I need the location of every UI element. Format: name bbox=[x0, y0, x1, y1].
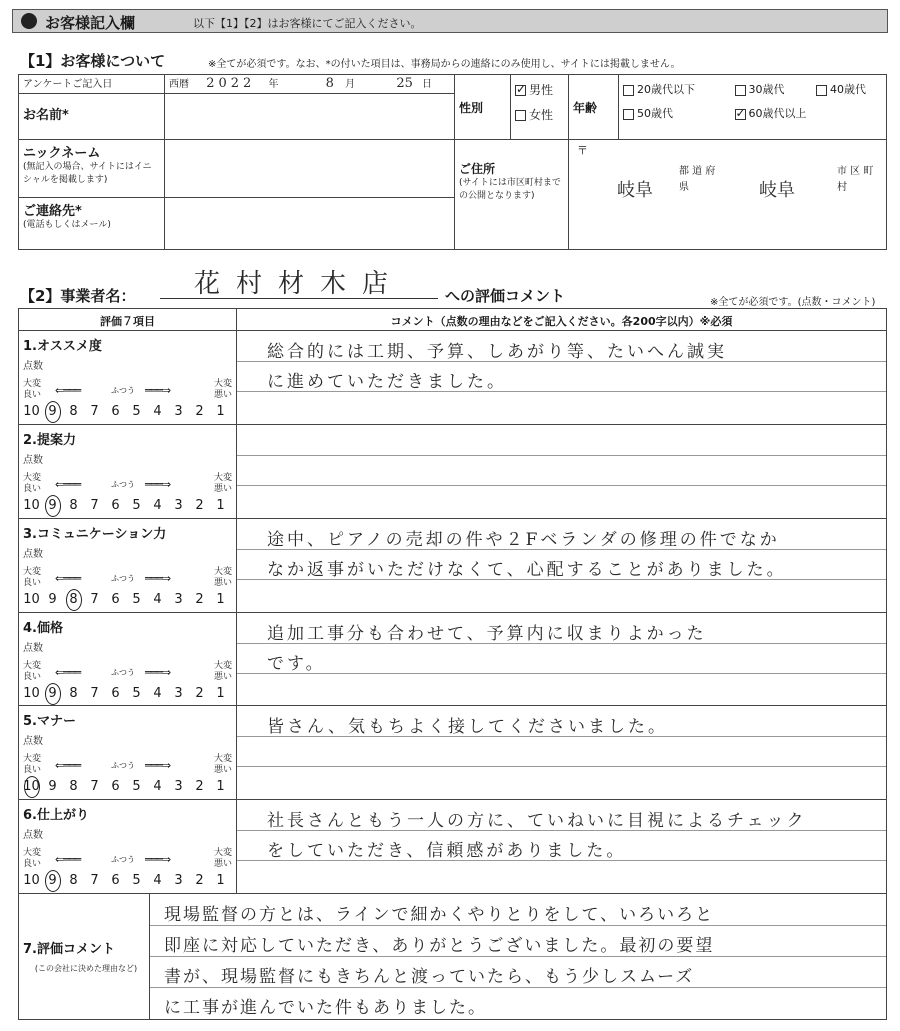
scale-mid-label: ふつう bbox=[111, 667, 135, 677]
gender-options bbox=[511, 75, 569, 140]
section2-suffix: への評価コメント bbox=[445, 287, 566, 305]
score-7[interactable]: 7 bbox=[90, 591, 99, 607]
score-9[interactable]: 9 bbox=[42, 873, 63, 888]
score-scale bbox=[21, 592, 231, 607]
score-8[interactable]: 8 bbox=[63, 592, 84, 607]
checkbox-icon[interactable] bbox=[816, 85, 827, 96]
score-9[interactable]: 9 bbox=[48, 591, 57, 607]
points-label: 点数 bbox=[23, 830, 43, 842]
item-name: 3.コミュニケーション力 bbox=[23, 526, 167, 542]
score-3[interactable]: 3 bbox=[174, 497, 183, 513]
arrow-right-icon: ═══⇒ bbox=[145, 665, 171, 679]
age-opt-40[interactable] bbox=[816, 83, 866, 96]
age-opt-60[interactable] bbox=[735, 107, 807, 120]
banner-subtitle: 以下【1】【2】はお客様にてご記入ください。 bbox=[193, 17, 422, 30]
score-5[interactable]: 5 bbox=[132, 873, 141, 889]
item-label-cell bbox=[19, 612, 237, 706]
score-10[interactable]: 10 bbox=[23, 685, 40, 701]
points-label: 点数 bbox=[23, 548, 43, 560]
scale-left-label: 大変 良い bbox=[23, 754, 42, 776]
score-2[interactable]: 2 bbox=[195, 779, 204, 795]
item-name: 4.価格 bbox=[23, 620, 63, 636]
col-header-items: 評価７項目 bbox=[19, 309, 237, 331]
score-10[interactable]: 10 bbox=[23, 404, 40, 420]
scale-right-label: 大変 悪い bbox=[213, 379, 232, 401]
score-10[interactable]: 10 bbox=[23, 873, 40, 889]
comment-line-2: なか返事がいただけなくて、心配することがありました。 bbox=[267, 559, 787, 580]
male-label: 男性 bbox=[529, 83, 554, 97]
month-unit: 月 bbox=[345, 79, 356, 90]
arrow-right-icon: ═══⇒ bbox=[145, 571, 171, 585]
score-9[interactable]: 9 bbox=[42, 686, 63, 701]
day-value: 25 bbox=[396, 76, 413, 91]
score-4[interactable]: 4 bbox=[153, 873, 162, 889]
score-4[interactable]: 4 bbox=[153, 497, 162, 513]
arrow-left-icon: ⇐═══ bbox=[55, 759, 81, 773]
points-label: 点数 bbox=[23, 361, 43, 373]
age-opt-label: 40歳代 bbox=[830, 83, 866, 96]
contact-note: (電話もしくはメール) bbox=[23, 220, 111, 230]
comment-line-2: をしていただき、信頼感がありました。 bbox=[267, 841, 627, 862]
section2-heading: 【2】事業者名： bbox=[20, 287, 136, 305]
score-8[interactable]: 8 bbox=[69, 497, 78, 513]
score-6[interactable]: 6 bbox=[111, 404, 120, 420]
score-scale bbox=[21, 779, 231, 794]
gender-label bbox=[455, 75, 511, 140]
comment-line-1: 皆さん、気もちよく接してくださいました。 bbox=[267, 717, 669, 738]
score-5[interactable]: 5 bbox=[132, 779, 141, 795]
age-opt-label: 50歳代 bbox=[637, 107, 673, 120]
score-2[interactable]: 2 bbox=[195, 873, 204, 889]
age-label-text: 年齢 bbox=[573, 100, 598, 115]
name-label-text: お名前* bbox=[23, 108, 69, 123]
age-opt-20[interactable] bbox=[623, 81, 731, 97]
score-7[interactable]: 7 bbox=[90, 497, 99, 513]
gender-male-option[interactable] bbox=[515, 81, 564, 98]
score-2[interactable]: 2 bbox=[195, 685, 204, 701]
score-5[interactable]: 5 bbox=[132, 591, 141, 607]
score-1[interactable]: 1 bbox=[216, 685, 225, 701]
arrow-left-icon: ⇐═══ bbox=[55, 665, 81, 679]
item-name: 2.提案力 bbox=[23, 432, 76, 448]
item-comment-field[interactable] bbox=[237, 706, 887, 800]
arrow-left-icon: ⇐═══ bbox=[55, 853, 81, 867]
score-1[interactable]: 1 bbox=[216, 497, 225, 513]
scale-left-label: 大変 良い bbox=[23, 660, 42, 682]
arrow-left-icon: ⇐═══ bbox=[55, 477, 81, 491]
score-5[interactable]: 5 bbox=[132, 685, 141, 701]
city-units: 市 区 町 村 bbox=[837, 166, 874, 193]
score-8[interactable]: 8 bbox=[69, 404, 78, 420]
scale-mid-label: ふつう bbox=[111, 855, 135, 865]
comment-line-1: 総合的には工期、予算、しあがり等、たいへん誠実 bbox=[267, 342, 727, 363]
scale-left-label: 大変 良い bbox=[23, 472, 42, 494]
checkbox-icon[interactable] bbox=[735, 85, 746, 96]
item7-label bbox=[19, 893, 150, 1019]
item7-line: に工事が進んでいた件もありました。 bbox=[164, 997, 487, 1018]
score-scale bbox=[21, 404, 231, 419]
address-label-text: ご住所 bbox=[459, 162, 496, 176]
score-1[interactable]: 1 bbox=[216, 404, 225, 420]
era-label: 西暦 bbox=[169, 79, 189, 90]
age-options bbox=[619, 75, 887, 140]
item-comment-field[interactable] bbox=[237, 612, 887, 706]
item-name: 5.マナー bbox=[23, 714, 76, 730]
score-7[interactable]: 7 bbox=[90, 779, 99, 795]
section1-heading: 【1】お客様について bbox=[20, 52, 166, 70]
item7-name: 7.評価コメント bbox=[23, 941, 115, 957]
day-unit: 日 bbox=[422, 79, 433, 90]
item-comment-field[interactable] bbox=[237, 518, 887, 612]
arrow-right-icon: ═══⇒ bbox=[145, 477, 171, 491]
score-6[interactable]: 6 bbox=[111, 779, 120, 795]
item7-line: 即座に対応していただき、ありがとうございました。最初の要望 bbox=[164, 935, 715, 956]
score-4[interactable]: 4 bbox=[153, 591, 162, 607]
score-7[interactable]: 7 bbox=[90, 404, 99, 420]
arrow-right-icon: ═══⇒ bbox=[145, 384, 171, 398]
item-comment-field[interactable] bbox=[237, 424, 887, 518]
nickname-note: (無記入の場合、サイトにはイニシャルを掲載します) bbox=[23, 162, 152, 185]
score-3[interactable]: 3 bbox=[174, 591, 183, 607]
customer-info-table bbox=[18, 74, 887, 250]
nickname-label bbox=[19, 140, 165, 198]
score-3[interactable]: 3 bbox=[174, 685, 183, 701]
gender-label-text: 性別 bbox=[459, 100, 484, 115]
score-1[interactable]: 1 bbox=[216, 873, 225, 889]
item-comment-field[interactable] bbox=[237, 800, 887, 894]
comment-line-1: 途中、ピアノの売却の件や２Fベランダの修理の件でなか bbox=[267, 529, 780, 550]
score-3[interactable]: 3 bbox=[174, 779, 183, 795]
arrow-left-icon: ⇐═══ bbox=[55, 384, 81, 398]
score-8[interactable]: 8 bbox=[69, 685, 78, 701]
score-3[interactable]: 3 bbox=[174, 404, 183, 420]
scale-right-label: 大変 悪い bbox=[213, 566, 232, 588]
age-opt-label: 60歳代以上 bbox=[748, 107, 807, 120]
score-2[interactable]: 2 bbox=[195, 404, 204, 420]
score-scale bbox=[21, 498, 231, 513]
scale-mid-label: ふつう bbox=[111, 386, 135, 396]
company-name-value: 花村材木店 bbox=[160, 263, 438, 299]
evaluation-table bbox=[18, 308, 887, 1020]
score-5[interactable]: 5 bbox=[132, 404, 141, 420]
item-label-cell bbox=[19, 518, 237, 612]
scale-right-label: 大変 悪い bbox=[213, 754, 232, 776]
prefecture-units: 都 道 府 県 bbox=[679, 166, 716, 193]
section1-note: ※全てが必須です。なお、*の付いた項目は、事務局からの連絡にのみ使用し、サイトには掲載しません。 bbox=[208, 59, 681, 70]
checkbox-icon[interactable] bbox=[515, 110, 526, 121]
female-label: 女性 bbox=[529, 108, 554, 122]
score-9[interactable]: 9 bbox=[42, 404, 63, 419]
col-header-comment: コメント（点数の理由などをご記入ください。各200字以内）※必須 bbox=[237, 309, 887, 331]
score-scale bbox=[21, 873, 231, 888]
comment-line-2: です。 bbox=[267, 653, 326, 674]
score-4[interactable]: 4 bbox=[153, 779, 162, 795]
score-10[interactable]: 10 bbox=[21, 779, 42, 794]
score-5[interactable]: 5 bbox=[132, 497, 141, 513]
points-label: 点数 bbox=[23, 454, 43, 466]
arrow-right-icon: ═══⇒ bbox=[145, 853, 171, 867]
nickname-label-text: ニックネーム bbox=[23, 146, 101, 161]
age-label bbox=[569, 75, 619, 140]
checkbox-checked-icon[interactable] bbox=[735, 109, 746, 120]
name-label bbox=[19, 94, 165, 140]
checkbox-checked-icon[interactable] bbox=[515, 85, 526, 96]
scale-mid-label: ふつう bbox=[111, 761, 135, 771]
score-scale bbox=[21, 686, 231, 701]
item-label-cell bbox=[19, 800, 237, 894]
comment-line-1: 社長さんともう一人の方に、ていねいに目視によるチェック bbox=[267, 811, 807, 832]
points-label: 点数 bbox=[23, 642, 43, 654]
score-10[interactable]: 10 bbox=[23, 497, 40, 513]
score-8[interactable]: 8 bbox=[69, 873, 78, 889]
address-label bbox=[455, 140, 569, 250]
scale-left-label: 大変 良い bbox=[23, 848, 42, 870]
arrow-right-icon: ═══⇒ bbox=[145, 759, 171, 773]
item-name: 1.オススメ度 bbox=[23, 339, 102, 355]
age-opt-30[interactable] bbox=[735, 81, 813, 97]
score-1[interactable]: 1 bbox=[216, 591, 225, 607]
contact-field[interactable] bbox=[165, 198, 455, 250]
item-comment-field[interactable] bbox=[237, 331, 887, 425]
item-label-cell bbox=[19, 706, 237, 800]
age-opt-label: 20歳代以下 bbox=[637, 83, 695, 96]
scale-right-label: 大変 悪い bbox=[213, 848, 232, 870]
address-note: (サイトには市区町村までの公開となります) bbox=[459, 178, 561, 201]
score-3[interactable]: 3 bbox=[174, 873, 183, 889]
score-6[interactable]: 6 bbox=[111, 685, 120, 701]
score-2[interactable]: 2 bbox=[195, 591, 204, 607]
scale-mid-label: ふつう bbox=[111, 479, 135, 489]
score-4[interactable]: 4 bbox=[153, 685, 162, 701]
checkbox-icon[interactable] bbox=[623, 109, 634, 120]
contact-label bbox=[19, 198, 165, 250]
bullet-icon bbox=[21, 13, 37, 29]
postal-mark: 〒 bbox=[577, 144, 588, 157]
item7-note: (この会社に決めた理由など) bbox=[34, 963, 138, 973]
score-1[interactable]: 1 bbox=[216, 779, 225, 795]
month-value: 8 bbox=[325, 76, 334, 91]
scale-left-label: 大変 良い bbox=[23, 566, 42, 588]
item7-comment-field[interactable] bbox=[150, 893, 887, 1019]
score-4[interactable]: 4 bbox=[153, 404, 162, 420]
score-9[interactable]: 9 bbox=[48, 779, 57, 795]
scale-right-label: 大変 悪い bbox=[213, 660, 232, 682]
banner-title: お客様記入欄 bbox=[45, 14, 136, 32]
date-field[interactable] bbox=[165, 75, 455, 94]
score-2[interactable]: 2 bbox=[195, 497, 204, 513]
points-label: 点数 bbox=[23, 736, 43, 748]
contact-label-text: ご連絡先* bbox=[23, 204, 82, 219]
nickname-field[interactable] bbox=[165, 140, 455, 198]
score-9[interactable]: 9 bbox=[42, 498, 63, 513]
checkbox-icon[interactable] bbox=[623, 85, 634, 96]
item-label-cell bbox=[19, 331, 237, 425]
score-7[interactable]: 7 bbox=[90, 873, 99, 889]
name-field[interactable] bbox=[165, 94, 455, 140]
score-6[interactable]: 6 bbox=[111, 873, 120, 889]
date-label: アンケートご記入日 bbox=[19, 75, 165, 94]
year-value: 2022 bbox=[206, 76, 256, 91]
comment-line-1: 追加工事分も合わせて、予算内に収まりよかった bbox=[267, 623, 707, 644]
score-7[interactable]: 7 bbox=[90, 685, 99, 701]
item7-line: 書が、現場監督にもきちんと渡っていたら、もう少しスムーズ bbox=[164, 966, 695, 987]
address-field[interactable] bbox=[569, 140, 887, 250]
item-name: 6.仕上がり bbox=[23, 808, 89, 824]
city-value: 岐阜 bbox=[759, 180, 795, 201]
year-unit: 年 bbox=[268, 79, 279, 90]
item-label-cell bbox=[19, 424, 237, 518]
evaluation-items bbox=[19, 331, 887, 894]
score-10[interactable]: 10 bbox=[23, 591, 40, 607]
score-6[interactable]: 6 bbox=[111, 497, 120, 513]
item7-line: 現場監督の方とは、ラインで細かくやりとりをして、いろいろと bbox=[164, 904, 715, 925]
scale-left-label: 大変 良い bbox=[23, 379, 42, 401]
arrow-left-icon: ⇐═══ bbox=[55, 571, 81, 585]
gender-female-option[interactable] bbox=[515, 106, 564, 123]
score-6[interactable]: 6 bbox=[111, 591, 120, 607]
prefecture-value: 岐阜 bbox=[617, 180, 653, 201]
section2-note: ※全てが必須です。(点数・コメント) bbox=[710, 297, 876, 308]
scale-right-label: 大変 悪い bbox=[213, 472, 232, 494]
comment-line-2: に進めていただきました。 bbox=[267, 372, 507, 393]
header-banner bbox=[12, 9, 888, 33]
scale-mid-label: ふつう bbox=[111, 573, 135, 583]
age-opt-50[interactable] bbox=[623, 105, 731, 121]
age-opt-label: 30歳代 bbox=[748, 83, 785, 96]
score-8[interactable]: 8 bbox=[69, 779, 78, 795]
